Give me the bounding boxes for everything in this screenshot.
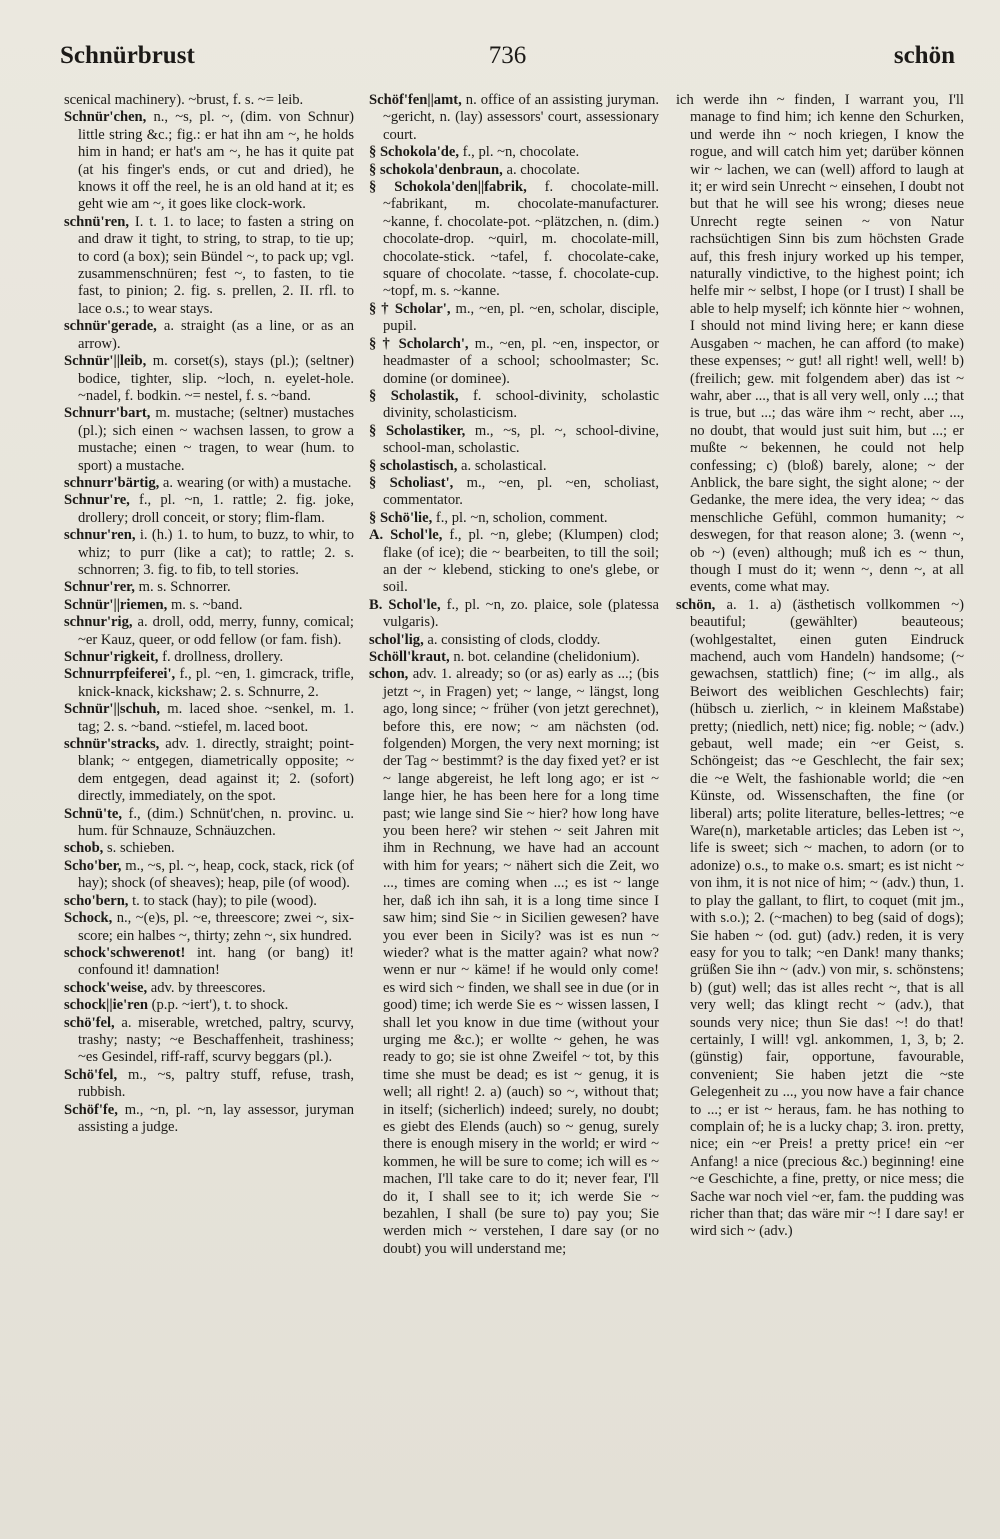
entry-headword: schnurr'bärtig, (64, 474, 160, 491)
dictionary-entry (369, 162, 659, 179)
entry-definition: adv. 1. already; so (or as) early as ...; (bis jetzt ~, in Fragen) yet; ~ lange, ~ längst, long ago, long since; ~ früher (von jetzt gerechnet), before this, ere now; ~ am nächsten (od. folgenden) Morgen, the very next morning; ist der Tag ~ bestimmt? is the day fixed yet? er ist ~ lange abgereist, he left long ago; er ist ~ lange hier, he has been here for a long time past; wie lange sind Sie ~ hier? how long have you been here? wir stehen ~ seit Jahren mit ihm in Rechnung, we have had an account with him for years; ~ nähert sich die Zeit, wo ..., times are coming when ...; es ist ~ lange her, daß ich ihn sah, it is a long time since I saw him; sind Sie ~ in Sicilien gewesen? have you ever been in Sicily? was ist es nun ~ wieder? what is the matter again? what now? wenn er nur ~ käme! if he would only come! es wird sich ~ finden, we shall see in due (or in good) time; ich werde Sie es ~ wissen lassen, I shall let you know in due time (without your urging me &c.); er wollte ~ gehen, he was ready to go; sie ist ohne Zweifel ~ tot, by this time she must be dead; es ist ~ genug, it is well; all right! 2. a) (auch) so ~, without that; in itself; (sicherlich) indeed; surely, no doubt; es giebt des Elends (auch) so ~ genug, surely there is enough misery in the world; er wird ~ kommen, he will be sure to come; ich will es ~ machen, I'll take care to do it; never fear, I'll do it, I shall see to it; ich werde Sie ~ bezahlen, I shall (be sure to) pay you; Sie werden mich ~ verstehen, I dare say (or no doubt) you will understand me; (383, 666, 659, 1257)
dictionary-entry (64, 597, 354, 614)
dictionary-entry (369, 475, 659, 510)
dictionary-entry (369, 597, 659, 632)
entry-definition: a. scholastical. (457, 457, 547, 474)
entry-headword: schob, (64, 840, 104, 857)
entry-headword: schol'lig, (369, 631, 424, 648)
entry-definition: t. to stack (hay); to pile (wood). (128, 892, 317, 909)
entry-headword: § Scholiast', (369, 474, 454, 491)
dictionary-entry (64, 405, 354, 475)
entry-definition: f., pl. ~n, glebe; (Klumpen) clod; flake (of ice); die ~ bearbeiten, to till the soil; an der ~ klebend, sticking to one's glebe, or soil. (383, 527, 659, 596)
entry-definition: m., ~n, pl. ~n, lay assessor, juryman assisting a judge. (78, 1101, 354, 1135)
page-number: 736 (488, 42, 527, 69)
entry-headword: Scho'ber, (64, 857, 122, 874)
entry-headword: § scholastisch, (369, 457, 458, 474)
entry-headword: Schnurrpfeiferei', (64, 666, 176, 683)
dictionary-entry (369, 388, 659, 423)
entry-definition: f. drollness, drollery. (158, 649, 284, 665)
entry-definition: scenical machinery). ~brust, f. s. ~= leib. (64, 92, 304, 108)
dictionary-entry (369, 144, 659, 161)
entry-headword: Schock, (64, 910, 113, 927)
entry-headword: § Schokola'de, (369, 144, 460, 161)
entry-definition: s. schieben. (103, 840, 175, 857)
entry-definition: m., ~s, pl. ~, school-divine, school-man, scholastic. (383, 422, 659, 457)
entry-headword: B. Schol'le, (369, 596, 441, 613)
dictionary-entry (64, 666, 354, 701)
dictionary-entry (64, 579, 354, 596)
entry-definition: i. (h.) 1. to hum, to buzz, to whir, to whiz; to purr (like a cat); to rattle; 2. s. schnorren; 3. fig. to fib, to tell stories. (78, 527, 354, 578)
dictionary-entry (64, 649, 354, 666)
entry-headword: schnur'ren, (64, 527, 136, 544)
dictionary-entry (369, 632, 659, 649)
running-head-right: schön (893, 42, 955, 69)
entry-headword: Schnurr'bart, (64, 405, 151, 422)
column-1 (64, 92, 354, 1512)
entry-definition: m., ~en, pl. ~en, scholar, disciple, pupil. (383, 300, 659, 335)
page-header (60, 42, 955, 82)
entry-definition: f., pl. ~n, 1. rattle; 2. fig. joke, drollery; droll conceit, or story; flim-flam. (78, 492, 354, 526)
dictionary-entry (64, 910, 354, 945)
dictionary-entry (64, 1102, 354, 1137)
entry-definition: m. mustache; (seltner) mustaches (pl.); sich einen ~ wachsen lassen, to grow a mustache; einen ~ tragen, to wear (hum. to sport) a mustache. (78, 405, 354, 474)
entry-definition: a. miserable, wretched, paltry, scurvy, trashy; nasty; ~e Beschaffenheit, trashiness; ~es Gesindel, riff-raff, scurvy beggars (pl.). (78, 1014, 354, 1066)
dictionary-entry (64, 318, 354, 353)
entry-definition: int. hang (or bang) it! confound it! damnation! (78, 944, 354, 979)
dictionary-entry (64, 475, 354, 492)
entry-definition: m., ~en, pl. ~en, scholiast, commentator. (383, 474, 659, 509)
entry-headword: Schö'fel, (64, 1066, 118, 1083)
entry-headword: Schnür'||riemen, (64, 596, 168, 613)
entry-definition: a. chocolate. (502, 161, 580, 178)
dictionary-entry (64, 527, 354, 579)
entry-definition: I. t. 1. to lace; to fasten a string on and draw it tight, to string, to strap, to tie up; to cord (a box); sein Bündel ~, to pack up; vgl. zusammenschnüren; fest ~, to fasten, to tie fast, to pinion; 2. fig. s. prellen, 2. II. rfl. to lace o.s.; to wear stays. (78, 213, 354, 317)
dictionary-entry (369, 179, 659, 301)
entry-headword: A. Schol'le, (369, 527, 443, 544)
dictionary-entry (369, 527, 659, 597)
entry-headword: § † Scholar', (369, 300, 451, 317)
dictionary-entry (64, 858, 354, 893)
entry-headword: schön, (676, 596, 716, 613)
dictionary-entry (369, 510, 659, 527)
entry-definition: f., pl. ~en, 1. gimcrack, trifle, knick-knack, kickshaw; 2. s. Schnurre, 2. (78, 666, 354, 700)
dictionary-entry (369, 458, 659, 475)
column-2 (369, 92, 659, 1512)
text-columns (64, 92, 964, 1512)
dictionary-entry (64, 614, 354, 649)
entry-definition: a. consisting of clods, cloddy. (423, 631, 601, 648)
entry-headword: schon, (369, 666, 409, 683)
entry-headword: Schnur're, (64, 492, 130, 509)
entry-definition: adv. 1. directly, straight; point-blank; ~ entgegen, diametrically opposite; ~ dem entgegen, dead against it; 2. (sofort) directly, immediately, on the spot. (78, 736, 354, 805)
entry-definition: a. droll, odd, merry, funny, comical; ~er Kauz, queer, or odd fellow (or fam. fish). (78, 614, 354, 648)
entry-headword: § † Scholarch', (369, 335, 469, 352)
dictionary-entry (64, 945, 354, 980)
entry-headword: schnür'gerade, (64, 318, 157, 335)
entry-definition: m. s. ~band. (167, 596, 243, 613)
dictionary-entry (64, 997, 354, 1014)
dictionary-entry (64, 109, 354, 213)
entry-headword: Schöll'kraut, (369, 649, 450, 665)
entry-headword: § Schö'lie, (369, 509, 433, 526)
entry-headword: Schöf'fen||amt, (369, 92, 462, 108)
entry-definition: f. chocolate-mill. ~fabrikant, m. chocolate-manufacturer. ~kanne, f. chocolate-pot. ~plätzchen, n. (dim.) chocolate-drop. ~quirl, m. chocolate-mill, chocolate-stick. ~tafel, f. chocolate-cake, square of chocolate. ~tasse, f. chocolate-cup. ~topf, m. s. ~kanne. (383, 179, 659, 300)
entry-definition: f., pl. ~n, zo. plaice, sole (platessa vulgaris). (383, 596, 659, 631)
entry-definition: m., ~s, paltry stuff, refuse, trash, rubbish. (78, 1066, 354, 1101)
entry-definition: m. s. Schnorrer. (134, 579, 231, 596)
entry-definition: m., ~en, pl. ~en, inspector, or headmaster of a school; schoolmaster; Sc. domine (or dominee). (383, 335, 659, 387)
dictionary-entry (64, 840, 354, 857)
dictionary-entry (369, 649, 659, 666)
dictionary-entry (64, 492, 354, 527)
dictionary-entry (369, 423, 659, 458)
entry-headword: schock||ie'ren (64, 997, 148, 1014)
dictionary-entry (676, 92, 964, 597)
entry-headword: schö'fel, (64, 1014, 115, 1031)
entry-definition: a. 1. a) (ästhetisch vollkommen ~) beautiful; (gewählter) beauteous; (wohlgestaltet, einen guten Eindruck machend, auch vom Handeln) handsome; (~ gewachsen, stattlich) fine; (~ im allg., als Beiwort des weiblichen Geschlechts) fair; (hübsch u. zierlich, ~ in kleinem Maßstabe) pretty; (niedlich, nett) nice; fig. noble; ~ (adv.) gebaut, well made; ein ~er Geist, s. Schöngeist; das ~e Geschlecht, the fair sex; die ~e Welt, the fashionable world; die ~en Künste, od. Wissenschaften, the fine (or liberal) arts; polite literature, belles-lettres; ~e Ware(n), marketable articles; das Leben ist ~, life is sweet; sich ~ machen, to adorn (or to adonize) o.s., to make o.s. smart; es ist nicht ~ von ihm, it is not nice of him; ~ (adv.) thun, 1. to play the gallant, to flirt, to coquet (mit jm., with s.o.); 2. (~machen) to beg (said of dogs); Sie haben ~ (od. gut) (adv.) reden, it is very easy for you to talk; ~en Dank! many thanks; grüßen Sie ihn ~ (adv.) von mir, s. schönstens; b) (gut) well; das ist alles recht ~, that is all very well; das klingt recht ~ (adv.), that sounds very nice; thun Sie das! ~! do that! certainly, I will! vgl. ankommen, 1, 3, b; 2. (günstig) fair, opportune, favourable, convenient; Sie haben jetzt die ~ste Gelegenheit zu ..., you now have a fair chance to ...; er ist ~ heraus, fam. he has nothing to complain of; he is a lucky chap; 3. iron. pretty, nice; ein ~er Preis! a pretty price! ein ~er Anfang! a nice (precious &c.) beginning! eine ~e Geschichte, a fine, pretty, or nice mess; die Sache war noch viel ~er, fam. the pudding was richer than that; das wäre mir ~! I dare say! er wird sich ~ (adv.) (690, 596, 964, 1240)
entry-definition: (p.p. ~iert'), t. to shock. (148, 997, 289, 1014)
dictionary-entry (369, 666, 659, 1258)
entry-definition: f., (dim.) Schnüt'chen, n. provinc. u. hum. für Schnauze, Schnäuzchen. (78, 805, 354, 840)
entry-headword: § Scholastik, (369, 387, 459, 404)
dictionary-entry (64, 214, 354, 318)
entry-headword: Schnür'chen, (64, 109, 147, 126)
entry-definition: m., ~s, pl. ~, heap, cock, stack, rick (of hay); shock (of sheaves); heap, pile (of wood). (78, 857, 354, 892)
column-3 (676, 92, 964, 1512)
dictionary-entry (64, 92, 354, 109)
entry-headword: schnü'ren, (64, 213, 130, 230)
entry-headword: schock'schwerenot! (64, 944, 186, 961)
entry-definition: ich werde ihn ~ finden, I warrant you, I'll manage to find him; ich kenne den Schurken, und werde ihn ~ noch kriegen, I know the rogue, and will catch him yet; darüber können wir ~ lachen, we can (well) afford to laugh at it; er wird sein Unrecht ~ einsehen, I doubt not but that he will see his wrong; dieses neue Unrecht regte seinen ~ von Natur rachsüchtigen Sinn bis zum höchsten Grade auf, this fresh injury worked up his temper, naturally vindictive, to the highest point; ich helfe mir ~ selbst, I hope (or I trust) I shall be able to help myself; ich könnte hier ~ wohnen, I should not mind living here; er kann diese Ausgaben ~ machen, he can afford (to make) these expenses; ~ gut! all right! well, well! b) (freilich; gew. mit folgendem aber) das ist ~ wahr, aber ..., that is all very well, only ...; that is true, but ...; das wäre ihm ~ recht, aber ..., no doubt, that would just suit him, but ...; er mußte ~ bekennen, he could not help confessing; c) (bloß) barely, alone; ~ der Anblick, the bare sight, the sight alone; ~ der Gedanke, the mere idea, the very idea; ~ das menschliche Gefühl, common humanity; ~ deswegen, for that reason alone; 3. (wenn ~, ob ~) (even) although; muß ich es ~ thun, though I must do it; wenn ~, denn ~, at all events, come what may. (676, 92, 964, 596)
entry-headword: schock'weise, (64, 979, 148, 996)
dictionary-entry (369, 92, 659, 144)
entry-headword: Schnür'||schuh, (64, 701, 161, 718)
entry-definition: f., pl. ~n, chocolate. (459, 144, 580, 161)
dictionary-entry (64, 701, 354, 736)
entry-definition: a. straight (as a line, or as an arrow). (78, 318, 354, 352)
dictionary-entry (369, 301, 659, 336)
entry-headword: Schnü'te, (64, 805, 122, 822)
entry-headword: Schnur'rer, (64, 579, 135, 596)
entry-definition: n., ~(e)s, pl. ~e, threescore; zwei ~, six-score; ein halbes ~, thirty; zehn ~, six hundred. (78, 910, 354, 944)
entry-headword: scho'bern, (64, 892, 129, 909)
entry-definition: f. school-divinity, scholastic divinity, scholasticism. (383, 387, 659, 422)
entry-headword: § schokola'denbraun, (369, 161, 503, 178)
dictionary-entry (676, 597, 964, 1241)
entry-headword: Schöf'fe, (64, 1101, 118, 1118)
entry-definition: n. bot. celandine (chelidonium). (449, 649, 640, 665)
dictionary-entry (64, 736, 354, 806)
entry-headword: schnur'rig, (64, 614, 133, 631)
entry-definition: n., ~s, pl. ~, (dim. von Schnur) little string &c.; fig.: er hat ihn am ~, he holds him in hand; er hat's am ~, he has it quite pat (at his finger's ends, or cut and dried), he knows it off the reel, he is an old hand at it; es geht wie am ~, it goes like clock-work. (78, 109, 354, 213)
entry-headword: schnür'stracks, (64, 736, 160, 753)
dictionary-entry (64, 1015, 354, 1067)
dictionary-entry (369, 336, 659, 388)
entry-headword: § Scholastiker, (369, 422, 466, 439)
entry-definition: m. laced shoe. ~senkel, m. 1. tag; 2. s. ~band. ~stiefel, m. laced boot. (78, 701, 354, 735)
entry-definition: adv. by threescores. (147, 979, 266, 996)
dictionary-entry (64, 806, 354, 841)
entry-headword: Schnur'rigkeit, (64, 649, 159, 665)
entry-definition: n. office of an assisting juryman. ~gericht, n. (lay) assessors' court, assessionary court. (383, 92, 659, 143)
dictionary-entry (64, 1067, 354, 1102)
entry-definition: m. corset(s), stays (pl.); (seltner) bodice, tighter, slip. ~loch, n. eyelet-hole. ~nadel, f. bodkin. ~= nestel, f. s. ~band. (78, 353, 354, 404)
entry-definition: f., pl. ~n, scholion, comment. (432, 509, 608, 526)
running-head-left: Schnürbrust (60, 42, 195, 69)
dictionary-entry (64, 980, 354, 997)
entry-definition: a. wearing (or with) a mustache. (159, 474, 352, 491)
entry-headword: Schnür'||leib, (64, 353, 147, 370)
dictionary-entry (64, 893, 354, 910)
dictionary-entry (64, 353, 354, 405)
entry-headword: § Schokola'den||fabrik, (369, 179, 527, 196)
